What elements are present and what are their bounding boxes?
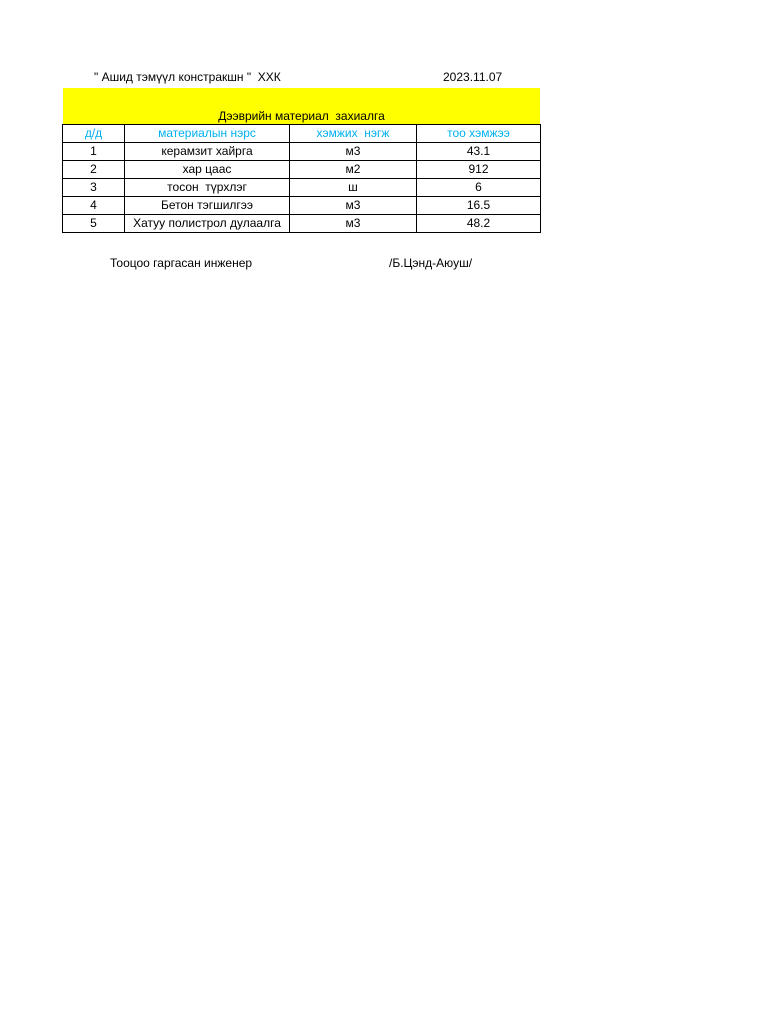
row-number: 4 — [63, 197, 125, 215]
row-number: 2 — [63, 161, 125, 179]
unit: м2 — [290, 161, 417, 179]
material-name: Хатуу полистрол дулаалга — [125, 215, 290, 233]
company-name: " Ашид тэмүүл констракшн " ХХК — [94, 70, 281, 84]
row-number: 1 — [63, 143, 125, 161]
quantity: 6 — [417, 179, 541, 197]
unit: м3 — [290, 143, 417, 161]
table-row — [63, 197, 541, 215]
row-number: 3 — [63, 179, 125, 197]
column-header-unit: хэмжих нэгж — [290, 125, 417, 143]
material-name: керамзит хайрга — [125, 143, 290, 161]
material-name: Бетон тэгшилгээ — [125, 197, 290, 215]
material-name: тосон түрхлэг — [125, 179, 290, 197]
column-header-number: д/д — [63, 125, 125, 143]
quantity: 912 — [417, 161, 541, 179]
table-row — [63, 215, 541, 233]
document-title: Дээврийн материал захиалга — [218, 109, 385, 123]
quantity: 43.1 — [417, 143, 541, 161]
table-header-row — [63, 125, 541, 143]
unit: ш — [290, 179, 417, 197]
document-date: 2023.11.07 — [443, 70, 503, 84]
title-band — [63, 88, 540, 125]
table-row — [63, 161, 541, 179]
material-name: хар цаас — [125, 161, 290, 179]
unit: м3 — [290, 197, 417, 215]
engineer-signature: /Б.Цэнд-Аюуш/ — [389, 256, 473, 270]
column-header-quantity: тоо хэмжээ — [417, 125, 541, 143]
column-header-material-name: материалын нэрс — [125, 125, 290, 143]
engineer-label: Тооцоо гаргасан инженер — [110, 256, 253, 270]
table-row — [63, 143, 541, 161]
table-row — [63, 179, 541, 197]
quantity: 48.2 — [417, 215, 541, 233]
quantity: 16.5 — [417, 197, 541, 215]
material-order-table — [62, 124, 541, 233]
row-number: 5 — [63, 215, 125, 233]
unit: м3 — [290, 215, 417, 233]
